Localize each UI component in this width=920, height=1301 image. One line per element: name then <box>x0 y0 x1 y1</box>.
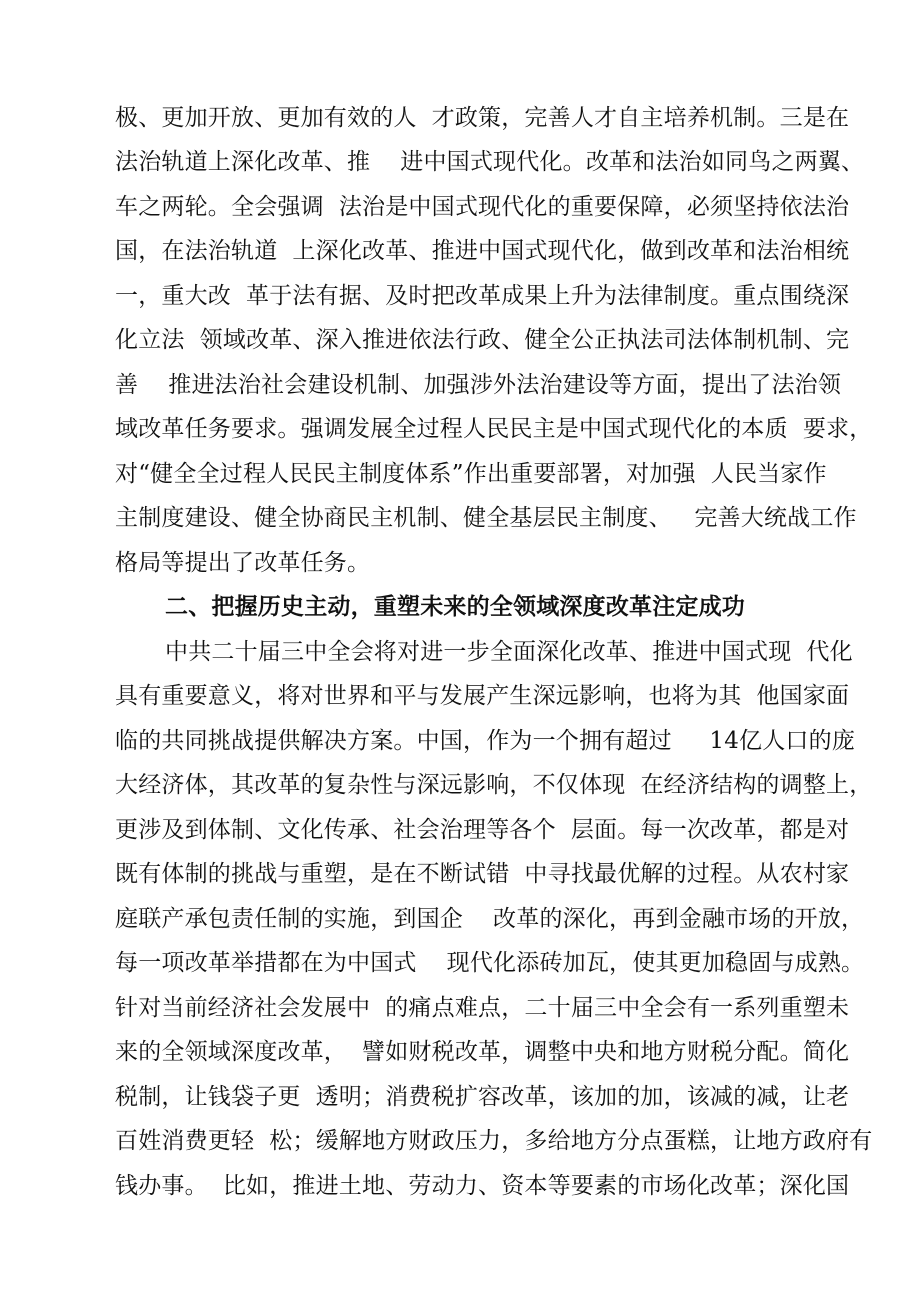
paragraph-line: 税制，让钱袋子更 透明；消费税扩容改革，该加的加，该减的减，让老 <box>115 1084 850 1110</box>
paragraph-line: 极、更加开放、更加有效的人 才政策，完善人才自主培养机制。三是在 <box>115 105 850 131</box>
paragraph-line: 国，在法治轨道 上深化改革、推进中国式现代化，做到改革和法治相统 <box>115 238 850 264</box>
paragraph-line: 庭联产承包责任制的实施，到国企 改革的深化，再到金融市场的开放， <box>115 906 865 932</box>
paragraph-line: 化立法 领域改革、深入推进依法行政、健全公正执法司法体制机制、完 <box>115 327 850 353</box>
paragraph-line: 针对当前经济社会发展中 的痛点难点，二十届三中全会有一系列重塑未 <box>115 995 850 1021</box>
paragraph-line: 车之两轮。全会强调 法治是中国式现代化的重要保障，必须坚持依法治 <box>115 194 850 220</box>
paragraph-line: 善 推进法治社会建设机制、加强涉外法治建设等方面，提出了法治领 <box>115 372 842 398</box>
paragraph-line: 大经济体，其改革的复杂性与深远影响，不仅体现 在经济结构的调整上， <box>115 772 873 798</box>
paragraph-line: 具有重要意义，将对世界和平与发展产生深远影响，也将为其 他国家面 <box>115 683 850 709</box>
paragraph-line: 每一项改革举措都在为中国式 现代化添砖加瓦，使其更加稳固与成熟。 <box>115 950 865 976</box>
paragraph-line: 域改革任务要求。强调发展全过程人民民主是中国式现代化的本质 要求， <box>115 416 873 442</box>
paragraph-line: 更涉及到体制、文化传承、社会治理等各个 层面。每一次改革，都是对 <box>115 817 850 843</box>
section-heading: 二、把握历史主动，重塑未来的全领域深度改革注定成功 <box>165 593 745 620</box>
paragraph-line: 格局等提出了改革任务。 <box>115 550 371 576</box>
paragraph-line: 临的共同挑战提供解决方案。中国，作为一个拥有超过 14亿人口的庞 <box>115 728 856 754</box>
paragraph-line: 百姓消费更轻 松；缓解地方财政压力，多给地方分点蛋糕，让地方政府有 <box>115 1128 873 1154</box>
paragraph-line: 主制度建设、健全协商民主机制、健全基层民主制度、 完善大统战工作 <box>115 505 857 531</box>
paragraph-line: 来的全领域深度改革， 譬如财税改革，调整中央和地方财税分配。简化 <box>115 1039 850 1065</box>
paragraph-line: 一，重大改 革于法有据、及时把改革成果上升为法律制度。重点围绕深 <box>115 283 850 309</box>
paragraph-line: 钱办事。 比如，推进土地、劳动力、资本等要素的市场化改革；深化国 <box>115 1173 850 1199</box>
paragraph-line: 法治轨道上深化改革、推 进中国式现代化。改革和法治如同鸟之两翼、 <box>115 149 865 175</box>
paragraph-line: 对“健全全过程人民民主制度体系”作出重要部署，对加强 人民当家作 <box>115 461 827 487</box>
paragraph-line: 既有体制的挑战与重塑，是在不断试错 中寻找最优解的过程。从农村家 <box>115 861 850 887</box>
paragraph-line: 中共二十届三中全会将对进一步全面深化改革、推进中国式现 代化 <box>165 639 853 665</box>
